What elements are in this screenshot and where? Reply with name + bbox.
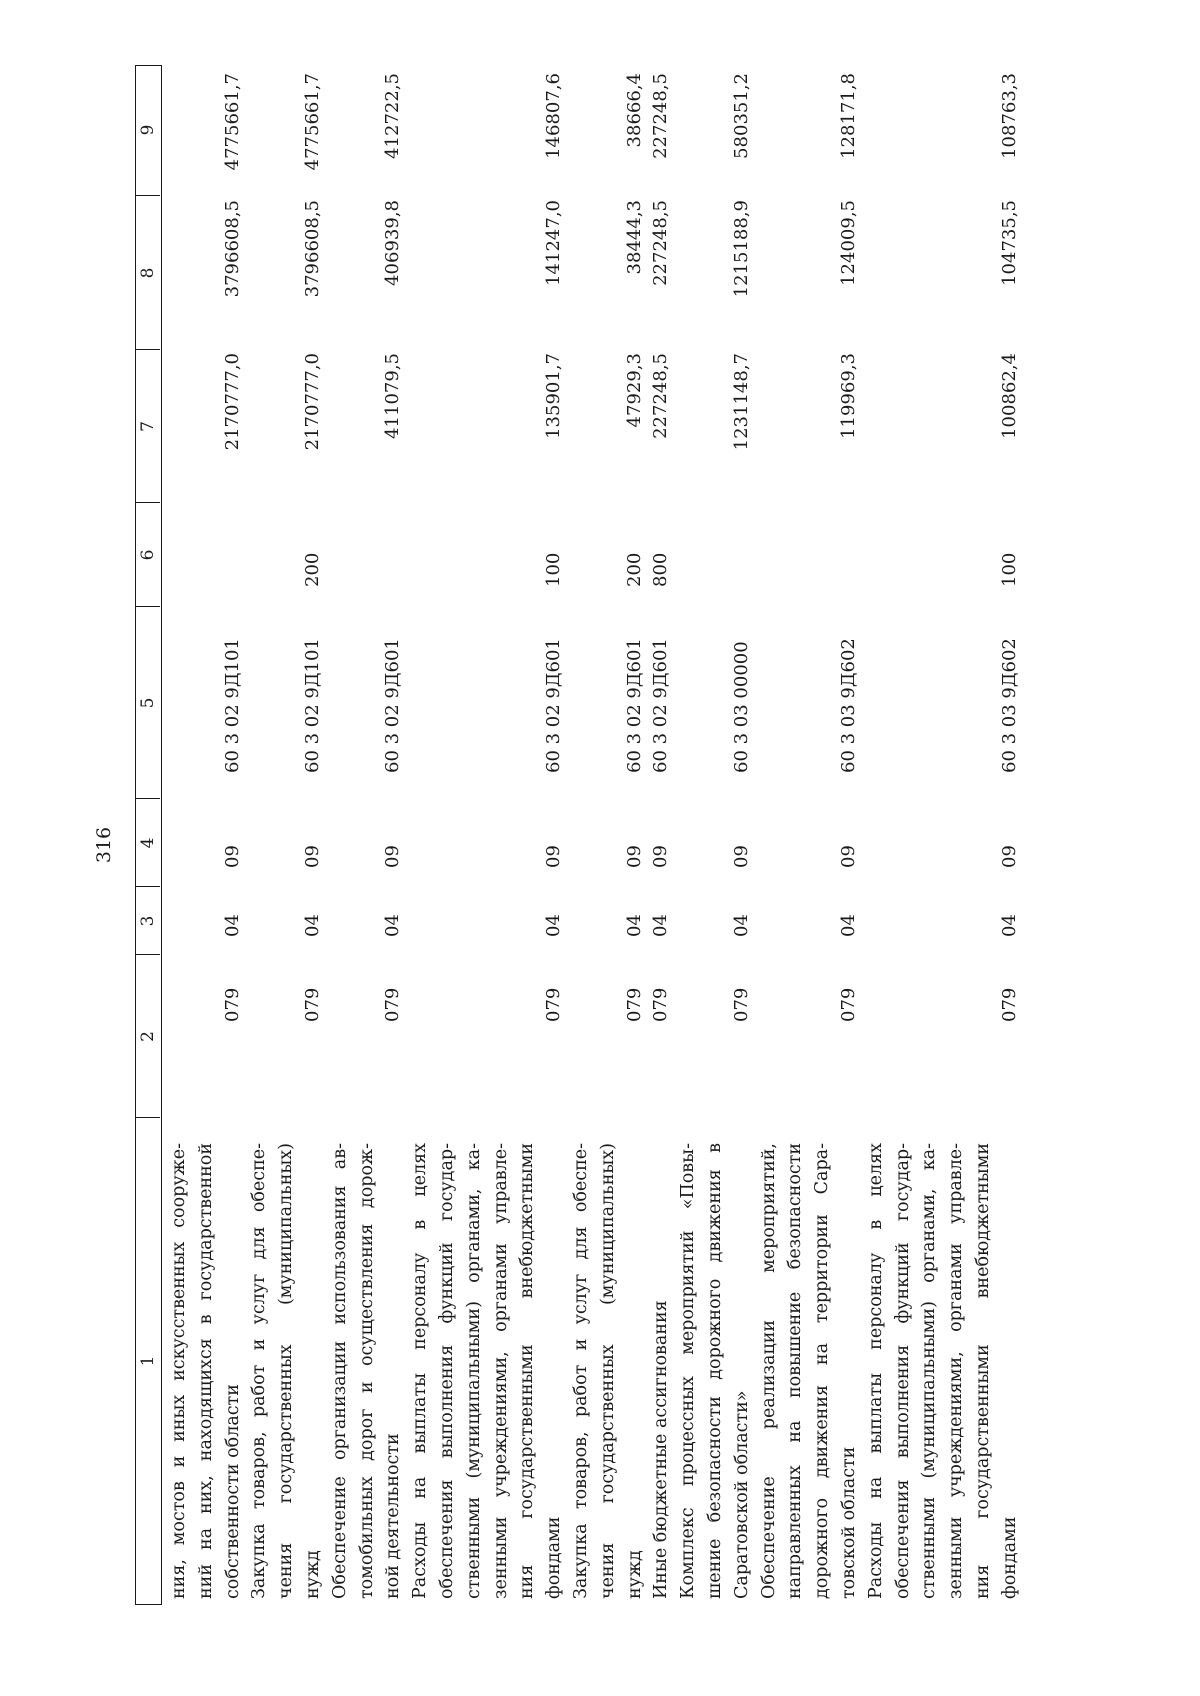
cell-amount-year-3: 128171,8: [837, 73, 859, 159]
description-line: обеспечения выполнения функций государ-: [436, 1143, 457, 1599]
row-description: [327, 1143, 407, 1599]
cell-expense-type: 800: [650, 552, 672, 587]
header-col-6: 6: [138, 549, 158, 561]
cell-expense-type: 200: [623, 552, 645, 587]
cell-section: 04: [837, 914, 859, 937]
description-line: фондами: [999, 1516, 1020, 1599]
description-line: Обеспечение реализации мероприятий,: [758, 1143, 779, 1599]
table-header-row: [135, 65, 162, 1605]
cell-amount-year-1: 411079,5: [382, 353, 404, 439]
cell-amount-year-2: 124009,5: [837, 200, 859, 286]
cell-section: 04: [301, 914, 323, 937]
header-col-7: 7: [138, 421, 158, 432]
cell-amount-year-2: 1215188,9: [730, 200, 752, 298]
description-line: фондами: [544, 1516, 565, 1599]
cell-amount-year-2: 3796608,5: [221, 200, 243, 298]
description-line: ния, мостов и иных искусственных сооруже-: [169, 1143, 189, 1599]
cell-ministry: 079: [301, 987, 323, 1022]
row-description: [863, 1143, 1024, 1599]
description-line: шение безопасности дорожного движения в: [704, 1143, 725, 1599]
description-line: Закупка товаров, работ и услуг для обеспе-: [571, 1143, 591, 1599]
row-description: [648, 1143, 675, 1599]
description-line: зенными учреждениями, органами управле-: [490, 1143, 511, 1599]
cell-amount-year-3: 38666,4: [623, 73, 645, 148]
cell-target-item: 60 3 02 9Д601: [650, 638, 672, 773]
cell-ministry: 079: [221, 987, 243, 1022]
description-line: чения государственных (муниципальных): [276, 1143, 297, 1599]
header-col-8: 8: [138, 267, 158, 279]
cell-amount-year-1: 100862,4: [998, 353, 1020, 439]
cell-amount-year-1: 1231148,7: [730, 353, 752, 451]
description-line: Саратовской области»: [731, 1390, 752, 1599]
cell-target-item: 60 3 02 9Д101: [301, 638, 323, 773]
cell-amount-year-3: 4775661,7: [301, 73, 323, 171]
cell-ministry: 079: [382, 987, 404, 1022]
description-line: ния государственными внебюджетными: [517, 1143, 538, 1599]
row-description: [166, 1143, 246, 1599]
cell-amount-year-1: 135901,7: [543, 353, 565, 439]
cell-amount-year-3: 108763,3: [998, 73, 1020, 159]
description-line: ния государственными внебюджетными: [972, 1143, 993, 1599]
description-line: Обеспечение организации использования ав-: [329, 1143, 350, 1599]
row-description: [568, 1143, 648, 1599]
row-description: [246, 1143, 326, 1599]
cell-subsection: 09: [221, 845, 243, 868]
cell-ministry: 079: [543, 987, 565, 1022]
cell-amount-year-1: 119969,3: [837, 353, 859, 439]
cell-subsection: 09: [650, 845, 672, 868]
cell-target-item: 60 3 03 9Д602: [998, 638, 1020, 773]
cell-ministry: 079: [730, 987, 752, 1022]
cell-expense-type: 100: [998, 552, 1020, 587]
cell-amount-year-1: 227248,5: [650, 353, 672, 439]
cell-subsection: 09: [382, 845, 404, 868]
cell-subsection: 09: [301, 845, 323, 868]
cell-amount-year-1: 47929,3: [623, 353, 645, 428]
cell-section: 04: [730, 914, 752, 937]
cell-subsection: 09: [730, 845, 752, 868]
description-line: собственности области: [222, 1384, 243, 1599]
cell-subsection: 09: [837, 845, 859, 868]
header-col-2: 2: [138, 1031, 158, 1042]
rotated-budget-table: [135, 65, 1135, 1605]
cell-amount-year-2: 104735,5: [998, 200, 1020, 286]
cell-section: 04: [221, 914, 243, 937]
row-description: [756, 1143, 863, 1599]
cell-amount-year-2: 406939,8: [382, 200, 404, 286]
cell-ministry: 079: [650, 987, 672, 1022]
cell-expense-type: 200: [301, 552, 323, 587]
cell-target-item: 60 3 03 00000: [730, 641, 752, 773]
cell-ministry: 079: [623, 987, 645, 1022]
header-col-5: 5: [138, 697, 158, 709]
cell-target-item: 60 3 02 9Д101: [221, 638, 243, 773]
cell-section: 04: [623, 914, 645, 937]
description-line: чения государственных (муниципальных): [597, 1143, 618, 1599]
cell-amount-year-3: 227248,5: [650, 73, 672, 159]
cell-section: 04: [650, 914, 672, 937]
cell-subsection: 09: [623, 845, 645, 868]
description-line: нужд: [624, 1550, 645, 1599]
description-line: товской области: [838, 1446, 859, 1599]
description-line: Комплекс процессных мероприятий «Повы-: [678, 1143, 699, 1599]
cell-amount-year-3: 580351,2: [730, 73, 752, 159]
row-description: [407, 1143, 568, 1599]
cell-amount-year-2: 3796608,5: [301, 200, 323, 298]
description-line: дорожного движения на территории Сара-: [812, 1143, 833, 1599]
cell-target-item: 60 3 02 9Д601: [382, 638, 404, 773]
cell-amount-year-3: 4775661,7: [221, 73, 243, 171]
cell-section: 04: [382, 914, 404, 937]
description-line: зенными учреждениями, органами управле-: [946, 1143, 967, 1599]
description-line: ной деятельности: [383, 1433, 404, 1599]
cell-amount-year-3: 412722,5: [382, 73, 404, 159]
cell-amount-year-1: 2170777,0: [221, 353, 243, 451]
cell-subsection: 09: [543, 845, 565, 868]
cell-target-item: 60 3 03 9Д602: [837, 638, 859, 773]
cell-amount-year-2: 227248,5: [650, 200, 672, 286]
header-col-3: 3: [138, 915, 158, 927]
description-line: Расходы на выплаты персоналу в целях: [865, 1143, 886, 1599]
cell-subsection: 09: [998, 845, 1020, 868]
description-line: Закупка товаров, работ и услуг для обеспе-: [249, 1143, 270, 1599]
cell-ministry: 079: [837, 987, 859, 1022]
description-line: обеспечения выполнения функций государ-: [892, 1143, 913, 1599]
page-number: 316: [93, 826, 116, 864]
cell-amount-year-3: 146807,6: [543, 73, 565, 159]
description-line: ственными (муниципальными) органами, ка-: [919, 1143, 940, 1599]
description-line: ний на них, находящихся в государственной: [195, 1143, 216, 1599]
cell-section: 04: [543, 914, 565, 937]
cell-amount-year-2: 141247,0: [543, 200, 565, 286]
description-line: нужд: [302, 1550, 323, 1599]
description-line: Расходы на выплаты персоналу в целях: [410, 1143, 431, 1599]
description-line: томобильных дорог и осуществления дорож-: [356, 1143, 377, 1599]
description-line: направленных на повышение безопасности: [785, 1143, 806, 1599]
cell-section: 04: [998, 914, 1020, 937]
header-col-9: 9: [138, 124, 158, 136]
cell-target-item: 60 3 02 9Д601: [623, 638, 645, 773]
row-description: [675, 1143, 755, 1599]
header-col-4: 4: [138, 837, 158, 849]
description-line: Иные бюджетные ассигнования: [651, 1300, 672, 1599]
cell-ministry: 079: [998, 987, 1020, 1022]
header-col-1: 1: [138, 1355, 158, 1367]
cell-amount-year-2: 38444,3: [623, 200, 645, 275]
cell-expense-type: 100: [543, 552, 565, 587]
cell-target-item: 60 3 02 9Д601: [543, 638, 565, 773]
cell-amount-year-1: 2170777,0: [301, 353, 323, 451]
description-line: ственными (муниципальными) органами, ка-: [463, 1143, 484, 1599]
